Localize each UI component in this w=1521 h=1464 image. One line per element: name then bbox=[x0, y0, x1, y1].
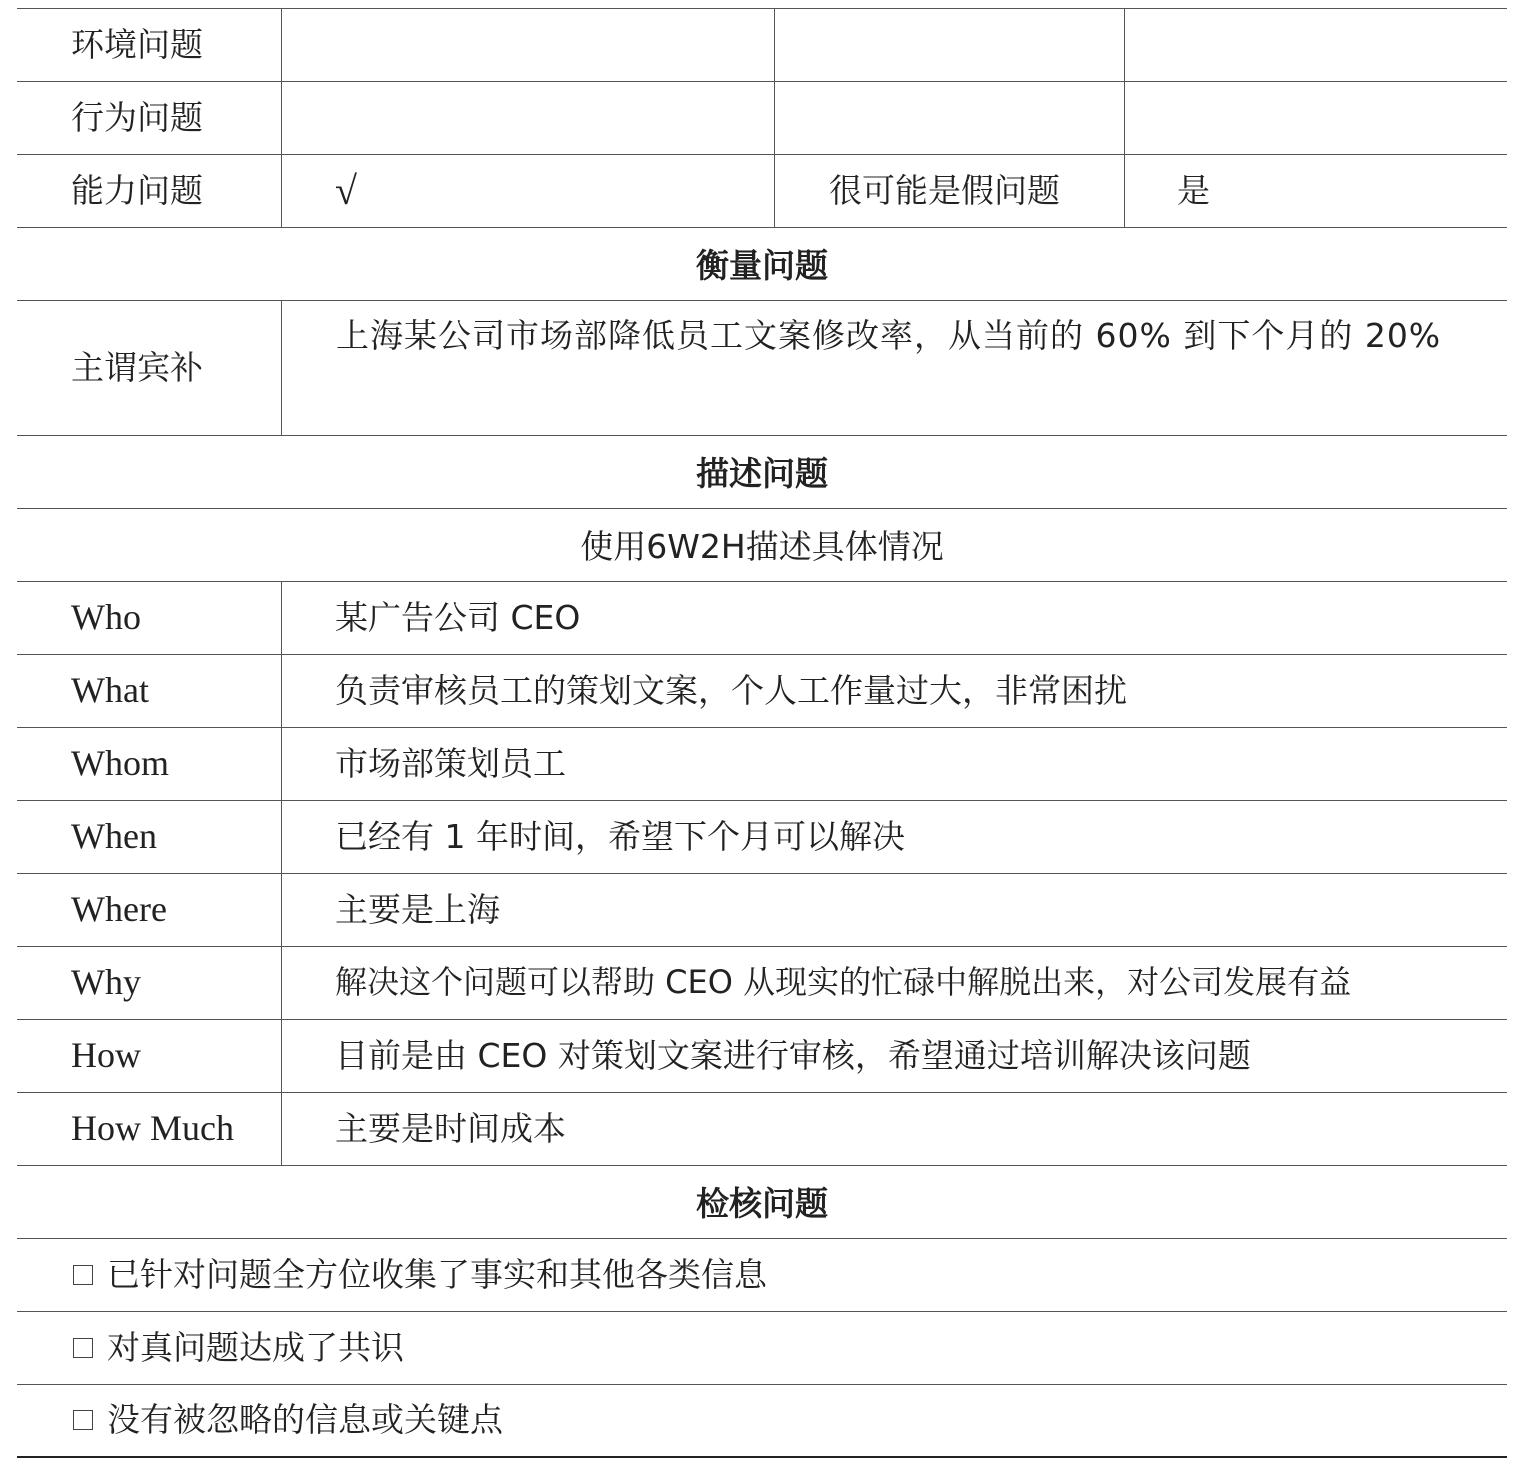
false-problem-note: 很可能是假问题 bbox=[829, 170, 1060, 210]
table-rule bbox=[17, 581, 1507, 582]
check-item-label: 已针对问题全方位收集了事实和其他各类信息 bbox=[107, 1254, 767, 1294]
w-key-what: What bbox=[71, 669, 149, 710]
table-rule bbox=[17, 8, 1507, 9]
row-label-ability: 能力问题 bbox=[71, 170, 203, 210]
table-rule bbox=[17, 81, 1507, 82]
check-item[interactable] bbox=[73, 1311, 404, 1384]
describe-header: 描述问题 bbox=[696, 454, 828, 493]
row-label-behavior: 行为问题 bbox=[71, 97, 203, 137]
table-rule bbox=[17, 154, 1507, 155]
w-value-what: 负责审核员工的策划文案，个人工作量过大，非常困扰 bbox=[335, 670, 1127, 710]
w-key-how: How bbox=[71, 1034, 141, 1075]
w-value-who: 某广告公司 CEO bbox=[335, 597, 581, 637]
table-bottom-rule bbox=[17, 1456, 1507, 1458]
column-divider bbox=[281, 8, 282, 227]
measure-text: 上海某公司市场部降低员工文案修改率，从当前的 60% 到下个月的 20% bbox=[336, 316, 1442, 355]
w-key-who: Who bbox=[71, 596, 141, 637]
w-value-how-much: 主要是时间成本 bbox=[335, 1108, 566, 1148]
column-divider bbox=[281, 581, 282, 1165]
column-divider bbox=[1124, 8, 1125, 227]
checkbox-icon[interactable] bbox=[73, 1338, 93, 1358]
checkbox-icon[interactable] bbox=[73, 1410, 93, 1430]
column-divider bbox=[281, 300, 282, 435]
check-item-label: 对真问题达成了共识 bbox=[107, 1327, 404, 1367]
false-problem-answer: 是 bbox=[1177, 170, 1210, 210]
checkbox-icon[interactable] bbox=[73, 1265, 93, 1285]
w-value-why: 解决这个问题可以帮助 CEO 从现实的忙碌中解脱出来，对公司发展有益 bbox=[335, 963, 1352, 1002]
measure-label: 主谓宾补 bbox=[71, 347, 203, 387]
w-key-when: When bbox=[71, 815, 157, 856]
check-item[interactable] bbox=[73, 1238, 767, 1311]
w-key-whom: Whom bbox=[71, 742, 169, 783]
check-header: 检核问题 bbox=[696, 1184, 828, 1223]
table-rule bbox=[17, 873, 1507, 874]
w-key-how-much: How Much bbox=[71, 1107, 234, 1148]
measure-header: 衡量问题 bbox=[696, 246, 828, 285]
w-key-where: Where bbox=[71, 888, 167, 929]
table-rule bbox=[17, 1092, 1507, 1093]
check-mark: √ bbox=[335, 167, 357, 213]
column-divider bbox=[774, 8, 775, 227]
w-key-why: Why bbox=[71, 961, 141, 1002]
table-rule bbox=[17, 727, 1507, 728]
describe-subheader: 使用6W2H描述具体情况 bbox=[580, 527, 944, 566]
check-item-label: 没有被忽略的信息或关键点 bbox=[107, 1400, 503, 1440]
w-value-whom: 市场部策划员工 bbox=[335, 743, 566, 783]
row-label-environment: 环境问题 bbox=[71, 24, 203, 64]
w-value-how: 目前是由 CEO 对策划文案进行审核，希望通过培训解决该问题 bbox=[335, 1035, 1251, 1075]
w-value-where: 主要是上海 bbox=[335, 889, 500, 929]
check-item[interactable] bbox=[73, 1384, 503, 1456]
w-value-when: 已经有 1 年时间，希望下个月可以解决 bbox=[335, 816, 905, 856]
